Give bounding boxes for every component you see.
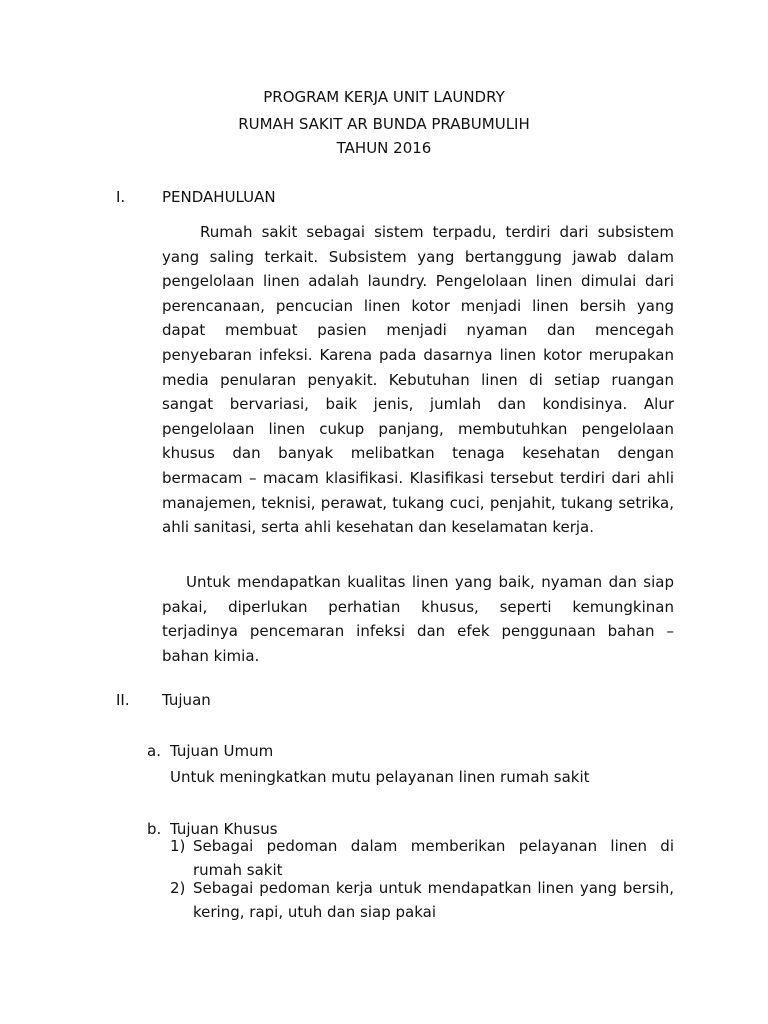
- section1-paragraph2-text: Untuk mendapatkan kualitas linen yang baik, nyaman dan siap pakai, diperlukan perhatian khusus, seperti kemungkinan terjadinya pencemaran infeksi dan efek penggunaan bahan – bahan kimia.: [162, 573, 674, 665]
- section2-number: II.: [116, 691, 130, 709]
- section1-paragraph1-text: Rumah sakit sebagai sistem terpadu, terdiri dari subsistem yang saling terkait. Subsistem yang bertanggung jawab dalam pengelolaan linen adalah laundry. Pengelolaan linen dimulai dari perencanaan, pencucian linen kotor menjadi linen bersih yang dapat membuat pasien menjadi nyaman dan mencegah penyebaran infeksi. Karena pada dasarnya linen kotor merupakan media penularan penyakit. Kebutuhan linen di setiap ruangan sangat bervariasi, baik jenis, jumlah dan kondisinya. Alur pengelolaan linen cukup panjang, membutuhkan pengelolaan khusus dan banyak melibatkan tenaga kesehatan dengan bermacam – macam klasifikasi. Klasifikasi tersebut terdiri dari ahli manajemen, teknisi, perawat, tukang cuci, penjahit, tukang setrika, ahli sanitasi, serta ahli kesehatan dan keselamatan kerja.: [162, 223, 674, 537]
- section1-paragraph1: [162, 220, 674, 540]
- subsection-b-label: b.: [147, 820, 162, 838]
- section2-title: Tujuan: [162, 691, 211, 709]
- list-item-text: Sebagai pedoman kerja untuk mendapatkan linen yang bersih, kering, rapi, utuh dan siap pakai: [193, 879, 674, 921]
- doc-title-line3: TAHUN 2016: [336, 139, 432, 157]
- section1-title: PENDAHULUAN: [162, 188, 276, 206]
- list-item-text: Sebagai pedoman dalam memberikan pelayanan linen di rumah sakit: [193, 837, 674, 879]
- list-item-number: 1): [170, 837, 186, 855]
- doc-title-line1: PROGRAM KERJA UNIT LAUNDRY: [263, 88, 505, 106]
- subsection-a-label: a.: [147, 742, 161, 760]
- subsection-a-title: Tujuan Umum: [170, 742, 274, 760]
- subsection-b-title: Tujuan Khusus: [170, 820, 278, 838]
- doc-title-line2: RUMAH SAKIT AR BUNDA PRABUMULIH: [238, 115, 530, 133]
- section1-paragraph2: [162, 570, 674, 668]
- subsection-a-text: Untuk meningkatkan mutu pelayanan linen rumah sakit: [170, 768, 590, 786]
- section1-number: I.: [116, 188, 126, 206]
- list-item-number: 2): [170, 879, 186, 897]
